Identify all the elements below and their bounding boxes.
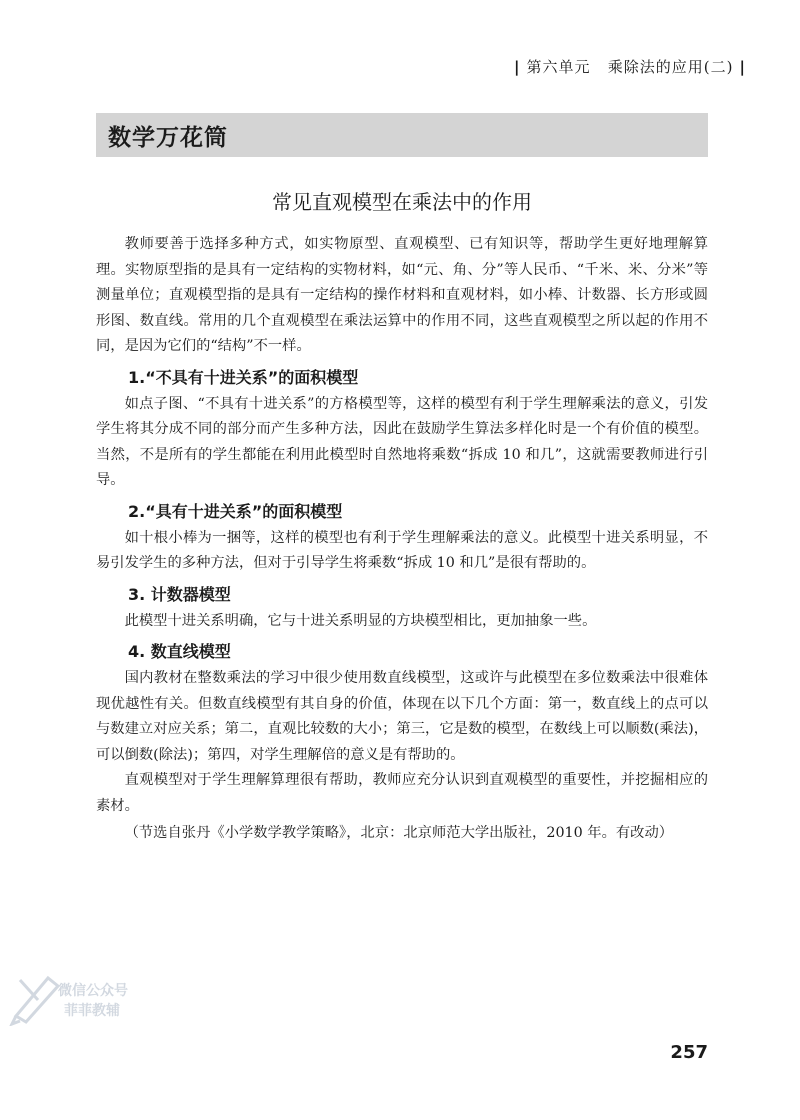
section-banner [96, 113, 708, 157]
header-unit: 第六单元 [526, 58, 591, 76]
source-citation: （节选自张丹《小学数学教学策略》，北京：北京师范大学出版社，2010 年。有改动） [124, 825, 674, 841]
section-heading-4: 4. 数直线模型 [128, 642, 231, 661]
section-heading-3: 3. 计数器模型 [128, 584, 231, 604]
watermark [8, 966, 158, 1026]
header-divider-right: | [739, 58, 746, 76]
section-3-paragraph: 此模型十进关系明确，它与十进关系明显的方块模型相比，更加抽象一些。 [124, 612, 597, 629]
section-title: 数学万花筒 [108, 124, 228, 151]
intro-paragraph: 教师要善于选择多种方式，如实物原型、直观模型、已有知识等，帮助学生更好地理解算理。实物原型指的是具有一定结构的实物材料，如“元、角、分”等人民币、“千米、米、分米”等测量单位；直观模型指的是具有一定结构的操作材料和直观材料，如小棒、计数器、长方形或圆形图、数直线。常用的几个直观模型在乘法运算中的作用不同，这些直观模型之所以起的作用不同，是因为它们的“结构”不一样。 [96, 236, 708, 354]
watermark-line-1: 微信公众号 [58, 983, 128, 999]
header-chapter: 乘除法的应用(二) [607, 58, 734, 76]
conclusion-paragraph: 直观模型对于学生理解算理很有帮助，教师应充分认识到直观模型的重要性，并挖掘相应的素材。 [96, 772, 708, 814]
article-title: 常见直观模型在乘法中的作用 [272, 190, 532, 214]
section-heading-2: 2.“具有十进关系”的面积模型 [128, 501, 343, 521]
section-2-paragraph: 如十根小棒为一捆等，这样的模型也有利于学生理解乘法的意义。此模型十进关系明显，不易引发学生的多种方法，但对于引导学生将乘数“拆成 10 和几”是很有帮助的。 [96, 529, 708, 571]
section-heading-1: 1.“不具有十进关系”的面积模型 [128, 367, 359, 387]
section-1-paragraph: 如点子图、“不具有十进关系”的方格模型等，这样的模型有利于学生理解乘法的意义，引发学生将其分成不同的部分而产生多种方法，因此在鼓励学生算法多样化时是一个有价值的模型。当然，不是所有的学生都能在利用此模型时自然地将乘数“拆成 10 和几”，这就需要教师进行引导。 [96, 395, 708, 488]
running-header [508, 56, 752, 77]
article-body [96, 232, 708, 847]
header-divider-left: | [513, 58, 521, 76]
watermark-line-2: 菲菲教辅 [64, 1003, 120, 1019]
page-number: 257 [670, 1042, 708, 1063]
section-4-paragraph: 国内教材在整数乘法的学习中很少使用数直线模型，这或许与此模型在多位数乘法中很难体现优越性有关。但数直线模型有其自身的价值，体现在以下几个方面：第一，数直线上的点可以与数建立对应关系；第二，直观比较数的大小；第三，它是数的模型，在数线上可以顺数(乘法)，可以倒数(除法)；第四，对学生理解倍的意义是有帮助的。 [96, 670, 708, 763]
